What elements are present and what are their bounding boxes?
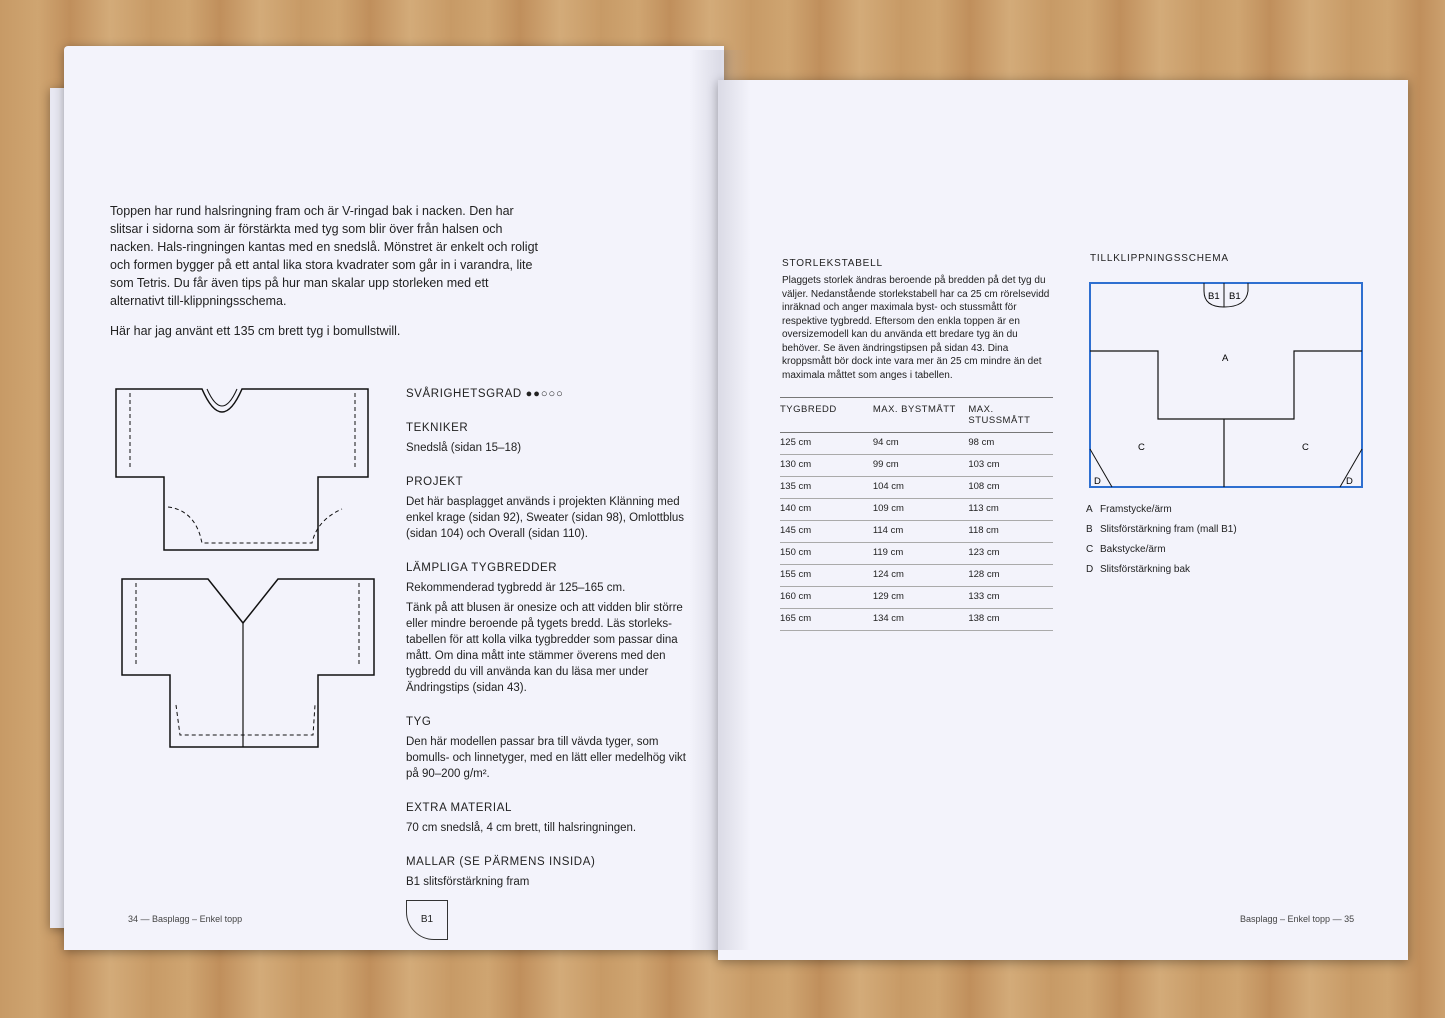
table-cell: 165 cm [780,609,873,631]
intro-paragraph-1: Toppen har rund halsringning fram och är V-ringad bak i nacken. Den har slitsar i sidorna som är förstärkta med tyg som blir över från halsen och nacken. Hals-ringningen kantas med en snedslå. Mönstret är enkelt och roligt och formen bygger på ett antal lika stora kvadrater som går in i varandra, lite som Tetris. Du får även tips på hur man skalar upp storleken med ett alternativt till-klippningsschema. [110,204,539,308]
garment-sketch-back [118,575,378,755]
section-heading: EXTRA MATERIAL [406,802,512,814]
diagram-label-a: A [1222,353,1229,364]
table-cell: 98 cm [968,433,1053,455]
diagram-label-b1-left: B1 [1208,291,1220,302]
table-cell: 128 cm [968,565,1053,587]
section-body: Snedslå (sidan 15–18) [406,442,522,454]
table-cell: 133 cm [968,587,1053,609]
cutting-legend [1086,503,1246,583]
legend-row [1086,523,1246,537]
table-header-row [780,398,1053,433]
diagram-label-c-right: C [1302,442,1309,453]
table-cell: 113 cm [968,499,1053,521]
diagram-label-b1-right: B1 [1229,291,1241,302]
right-footer-text: Basplagg – Enkel topp [1240,914,1331,924]
left-footer: 34 — Basplagg – Enkel topp [128,914,243,924]
cutting-diagram-title: TILLKLIPPNINGSSCHEMA [1090,253,1229,264]
section-heading: LÄMPLIGA TYGBREDDER [406,562,558,574]
diagram-label-c-left: C [1138,442,1145,453]
table-cell: 160 cm [780,587,873,609]
fabric-outline [1090,283,1362,487]
table-cell: 103 cm [968,455,1053,477]
section-heading: TYG [406,716,432,728]
book-gutter [690,50,750,950]
diagram-label-d-left: D [1094,476,1101,487]
size-table-body [780,433,1053,631]
legend-text: Slitsförstärkning bak [1100,564,1191,575]
legend-text: Framstycke/ärm [1100,504,1172,515]
section-heading: MALLAR (SE PÄRMENS INSIDA) [406,856,596,868]
size-table-title: STORLEKSTABELL [782,258,883,269]
table-cell: 99 cm [873,455,969,477]
legend-text: Slitsförstärkning fram (mall B1) [1100,524,1237,535]
header-max-stussmatt: MAX. STUSSMÅTT [968,398,1053,433]
left-footer-text: Basplagg – Enkel topp [152,914,243,924]
right-page-number: 35 [1344,914,1355,924]
d-pieces [1090,449,1362,487]
legend-key: D [1086,564,1094,575]
intro-text [110,202,540,352]
header-max-bystmatt: MAX. BYSTMÅTT [873,398,969,433]
legend-key: C [1086,544,1094,555]
template-b1-label: B1 [420,914,434,925]
table-row [780,565,1053,587]
section-heading: PROJEKT [406,476,464,488]
legend-key: B [1086,524,1093,535]
table-cell: 125 cm [780,433,873,455]
table-row [780,499,1053,521]
project-specs [406,386,696,940]
table-cell: 108 cm [968,477,1053,499]
table-cell: 134 cm [873,609,969,631]
table-cell: 145 cm [780,521,873,543]
intro-paragraph-2: Här har jag använt ett 135 cm brett tyg i bomullstwill. [110,324,401,338]
section-body: 70 cm snedslå, 4 cm brett, till halsringningen. [406,822,637,834]
table-cell: 104 cm [873,477,969,499]
table-row [780,521,1053,543]
table-cell: 150 cm [780,543,873,565]
table-row [780,477,1053,499]
section-body: B1 slitsförstärkning fram [406,876,530,888]
legend-row [1086,503,1246,517]
table-cell: 140 cm [780,499,873,521]
diagram-label-d-right: D [1346,476,1353,487]
table-row [780,543,1053,565]
header-tygbredd: TYGBREDD [780,398,873,433]
section-heading: TEKNIKER [406,422,469,434]
difficulty-dots: ●●○○○ [525,388,564,400]
section-body: Rekommenderad tygbredd är 125–165 cm. [406,582,626,594]
section-body: Det här basplagget används i projekten Klänning med enkel krage (sidan 92), Sweater (sidan 98), Omlottblus (sidan 104) och Overall (sidan 110). [406,496,685,540]
section-body: Tänk på att blusen är onesize och att vidden blir större eller mindre beroende på tygets bredd. Läs storleks-tabellen för att kolla vilka tygbredder som passar dina mått. Om dina mått inte stämmer överens med den tygbredd du vill använda kan du läsa mer under Ändringstips (sidan 43). [406,602,683,694]
table-cell: 119 cm [873,543,969,565]
legend-row [1086,563,1246,577]
right-footer: Basplagg – Enkel topp — 35 [1240,914,1355,924]
template-b1-shape [406,900,448,940]
table-cell: 155 cm [780,565,873,587]
legend-text: Bakstycke/ärm [1100,544,1166,555]
table-cell: 130 cm [780,455,873,477]
size-table [780,397,1053,631]
section-body: Den här modellen passar bra till vävda tyger, som bomulls- och linnetyger, med en lätt eller medelhög vikt på 90–200 g/m². [406,736,686,780]
table-cell: 129 cm [873,587,969,609]
table-cell: 123 cm [968,543,1053,565]
table-cell: 124 cm [873,565,969,587]
table-cell: 135 cm [780,477,873,499]
table-row [780,609,1053,631]
difficulty-label: SVÅRIGHETSGRAD [406,388,522,400]
table-row [780,455,1053,477]
table-cell: 94 cm [873,433,969,455]
table-cell: 114 cm [873,521,969,543]
table-cell: 118 cm [968,521,1053,543]
table-row [780,433,1053,455]
table-row [780,587,1053,609]
garment-sketch-front [112,385,372,560]
table-cell: 138 cm [968,609,1053,631]
left-page-number: 34 [128,914,139,924]
cutting-diagram [1088,281,1366,491]
legend-row [1086,543,1246,557]
size-table-description: Plaggets storlek ändras beroende på bredden på det tyg du väljer. Nedanstående storlekstabell har ca 25 cm rörelsevidd inräknad och anger maximala byst- och stussmått för respektive tygbredd. Eftersom den enkla toppen är en oversizemodell kan du använda ett bredare tyg än du behöver. Se även ändringstipsen på sidan 43. Dina kroppsmått bör dock inte vara mer än 25 cm mindre än det maximala måttet som anges i tabellen. [782,275,1050,381]
legend-key: A [1086,504,1093,515]
table-cell: 109 cm [873,499,969,521]
difficulty-heading [406,386,696,402]
